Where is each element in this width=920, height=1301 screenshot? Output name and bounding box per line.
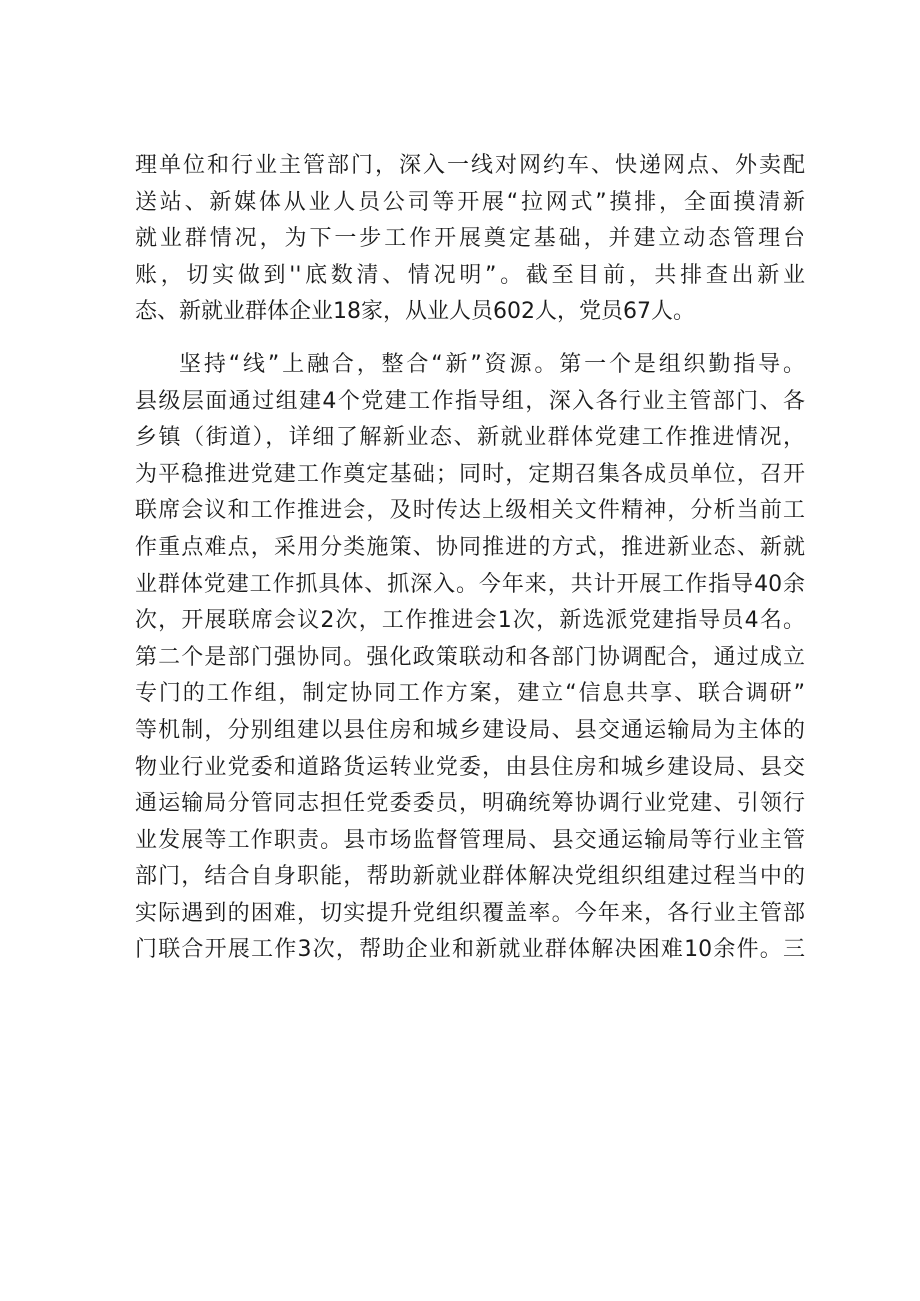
body-text — [135, 148, 805, 969]
text-line: 物业行业党委和道路货运转业党委，由县住房和城乡建设局、县交 — [135, 754, 805, 780]
text-line: 就业群情况，为下一步工作开展奠定基础，并建立动态管理台 — [135, 226, 805, 252]
paragraph-gap — [135, 331, 805, 347]
text-line: 第二个是部门强协同。强化政策联动和各部门协调配合，通过成立 — [135, 644, 805, 670]
text-line: 乡镇（街道），详细了解新业态、新就业群体党建工作推进情况， — [135, 425, 805, 451]
text-line: 理单位和行业主管部门，深入一线对网约车、快递网点、外卖配 — [135, 153, 805, 178]
text-line: 业群体党建工作抓具体、抓深入。今年来，共计开展工作指导40余 — [135, 571, 805, 597]
text-line: 通运输局分管同志担任党委委员，明确统筹协调行业党建、引领行 — [135, 791, 805, 817]
paragraph-2 — [135, 347, 805, 969]
text-line: 次，开展联席会议2次，工作推进会1次，新选派党建指导员4名。 — [135, 608, 805, 634]
text-line: 部门，结合自身职能，帮助新就业群体解决党组织组建过程当中的 — [135, 864, 805, 890]
text-line: 态、新就业群体企业18家，从业人员602人，党员67人。 — [135, 299, 695, 325]
text-line: 坚持“线”上融合，整合“新”资源。第一个是组织勤指导。 — [179, 351, 805, 377]
text-line: 实际遇到的困难，切实提升党组织覆盖率。今年来，各行业主管部 — [135, 900, 805, 926]
text-line: 专门的工作组，制定协同工作方案，建立“信息共享、联合调研” — [135, 681, 805, 707]
text-line: 为平稳推进党建工作奠定基础；同时，定期召集各成员单位，召开 — [135, 461, 805, 487]
text-line: 等机制，分别组建以县住房和城乡建设局、县交通运输局为主体的 — [135, 717, 805, 743]
text-line: 送站、新媒体从业人员公司等开展“拉网式”摸排，全面摸清新 — [135, 189, 805, 215]
text-line: 业发展等工作职责。县市场监督管理局、县交通运输局等行业主管 — [135, 827, 805, 853]
paragraph-1 — [135, 148, 805, 331]
text-line: 县级层面通过组建4个党建工作指导组，深入各行业主管部门、各 — [135, 388, 805, 414]
text-line: 门联合开展工作3次，帮助企业和新就业群体解决困难10余件。三 — [135, 937, 805, 963]
text-line: 作重点难点，采用分类施策、协同推进的方式，推进新业态、新就 — [135, 534, 805, 560]
text-line: 账，切实做到''底数清、情况明”。截至目前，共排查出新业 — [135, 262, 805, 288]
text-line: 联席会议和工作推进会，及时传达上级相关文件精神，分析当前工 — [135, 498, 805, 524]
